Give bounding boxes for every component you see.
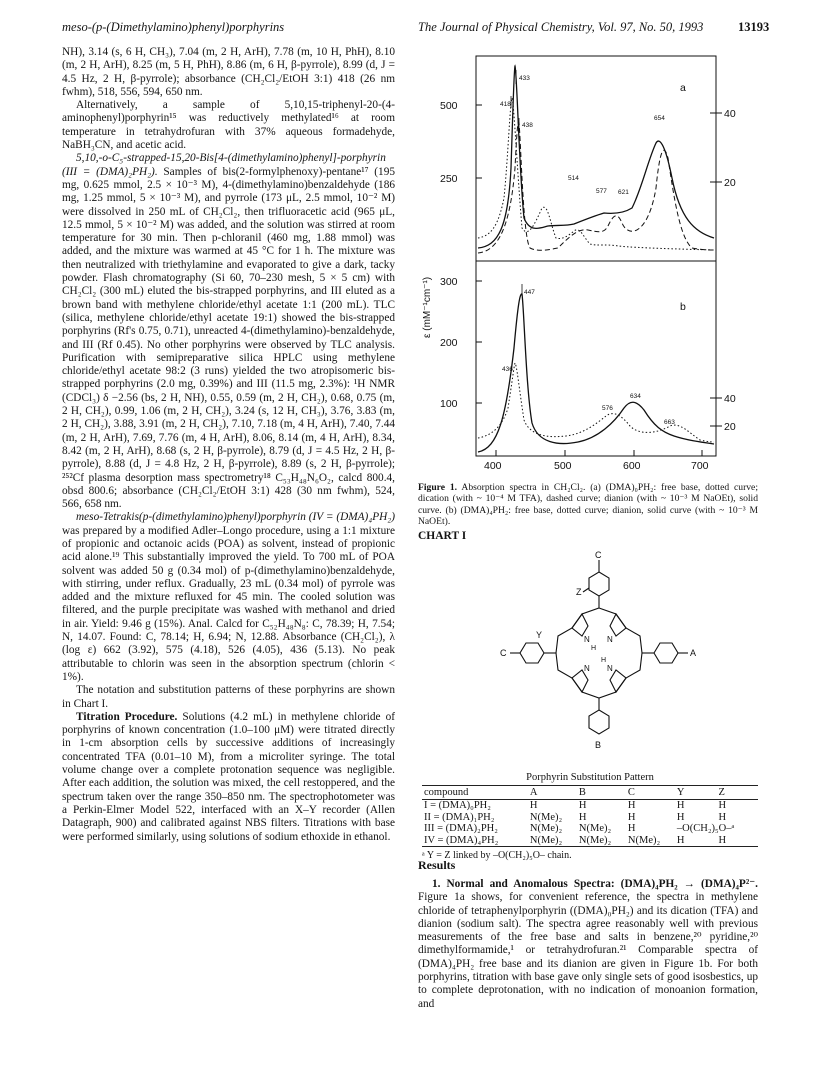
panel-b-free-base-curve <box>478 363 714 442</box>
xtick-label-600: 600 <box>623 460 641 472</box>
label-z: Z <box>576 587 582 597</box>
ytick-label-b-r20: 20 <box>724 421 736 433</box>
titration-title: Titration Procedure. <box>76 710 178 723</box>
bond-z <box>583 588 589 592</box>
ytick-label-a-r20: 20 <box>724 177 736 189</box>
paragraph-compound-iv <box>62 511 395 684</box>
compound-iv-title: meso-Tetrakis(p-(dimethylamino)phenyl)porphyrin (IV = (DMA)₄PH₂) <box>76 511 395 524</box>
macrocycle-outer <box>556 608 642 698</box>
label-y: Y <box>536 630 543 640</box>
cell: N(Me)₂ <box>578 823 612 834</box>
figure-1 <box>418 48 763 480</box>
cell: N(Me)₂ <box>529 823 563 834</box>
cell: H <box>718 811 727 823</box>
ytick-label-b-100: 100 <box>440 398 458 410</box>
table-header-row <box>422 786 758 800</box>
compound-iii-title: 5,10,-o-C₅-strapped-15,20-Bis[4-(dimethylamino)phenyl]-porphyrin (III = (DMA)₂PH₂). <box>62 152 386 178</box>
phenyl-right <box>654 643 678 663</box>
peak-label-b-634: 634 <box>630 393 641 400</box>
cell: –O(CH₂)₅O–ᵃ <box>676 823 735 834</box>
figure-caption <box>418 482 758 527</box>
peak-label-a-654: 654 <box>654 115 665 122</box>
th-y: Y <box>675 786 717 800</box>
page-number: 13193 <box>738 20 770 34</box>
peak-label-b-663: 663 <box>664 419 675 426</box>
pyrrole-se <box>610 670 626 692</box>
label-n-4: N <box>607 664 613 673</box>
label-b-bottom: B <box>595 740 602 750</box>
caption-text: Absorption spectra in CH₂Cl₂. (a) (DMA)₀PH₂: free base, dotted curve; dication (with ~ 10⁻⁴ M TFA), dashed curve; dianion (with ~ 10⁻³ M NaOEt), solid curve. (b) (DMA)₄PH₂: free base, dotted curve; dianion, solid curve (with ~ 10⁻³ M NaOEt). <box>418 482 758 527</box>
compound-iv-body: was prepared by a modified Adler–Longo procedure, using a 1:1 mixture of propionic and octanoic acids (POA) as solvent, instead of propionic acid alone.¹⁹ This substantially improved the yield. To 700 mL of POA solvent was added 50 g (0.34 mol) of p-(dimethylamino)benzaldehyde, with stirring, under reflux. Gradually, 23 mL (0.34 mol) of pyrrole was added and the mixture refluxed for 45 min. The cooled solution was filtered, and the purple precipitate was washed with methanol and dried in air. Yield: 9.46 g (15%). Anal. Calcd for C₅₂H₄₈N₈: C, 78.39; H, 7.54; N, 14.07. Found: C, 78.14; H, 6.94; N, 12.88. Absorbance (CH₂Cl₂), λ (log ε) 662 (3.92), 575 (4.18), 526 (4.05), 436 (5.13). No peak attributable to chlorin was seen in the absorption spectrum (chlorin < 1%). <box>62 524 395 683</box>
peak-label-a-621: 621 <box>618 189 629 196</box>
cell: N(Me)₂ <box>627 834 661 846</box>
xtick-label-500: 500 <box>554 460 572 472</box>
th-z: Z <box>716 786 758 800</box>
cell: H <box>718 834 727 846</box>
y-axis-label: ε (mM⁻¹cm⁻¹) <box>422 276 433 338</box>
cell: I = (DMA)₀PH₂ <box>424 800 491 811</box>
label-a-right: A <box>690 648 697 658</box>
cell: H <box>578 811 587 823</box>
porphyrin-structure <box>476 548 726 758</box>
label-n-2: N <box>607 635 613 644</box>
paragraph-notation: The notation and substitution patterns of these porphyrins are shown in Chart I. <box>62 684 395 710</box>
left-column <box>62 46 395 844</box>
ytick-label-a-r40: 40 <box>724 108 736 120</box>
peak-label-b-436: 436 <box>502 366 513 373</box>
th-b: B <box>577 786 626 800</box>
label-c-top: C <box>595 550 602 560</box>
cell: N(Me)₂ <box>578 834 612 846</box>
ytick-label-b-r40: 40 <box>724 393 736 405</box>
peak-label-a-418: 418 <box>500 101 511 108</box>
cell: H <box>676 800 685 811</box>
panel-b-dianion-curve <box>478 294 714 452</box>
results-body: Figure 1a shows, for convenient reference, the spectra in methylene chloride of tetraphenylporphyrin ((DMA)₀PH₂) and its dication (TFA) and dianion (sodium salt). The spectra agree reasonably well with previous measurements of the free base and salts in benzene,²⁰ pyridine,²⁰ dimethylformamide,¹ or tetrahydrofuran.²¹ Comparable spectra of (DMA)₄PH₂ free base and its dianion are given in Figure 1b. For both porphyrins, titration with base gave only single sets of good isosbestics, up to complete deprotonation, with no indication of monoanion formation, and <box>418 891 758 1010</box>
paragraph-titration <box>62 711 395 844</box>
cell: H <box>718 800 727 811</box>
cell: IV = (DMA)₄PH₂ <box>424 834 499 846</box>
table-row <box>422 800 758 812</box>
absorption-spectra-figure <box>418 48 763 480</box>
th-a: A <box>528 786 577 800</box>
phenyl-bottom <box>589 710 609 734</box>
pyrrole-sw <box>572 670 588 692</box>
peak-label-b-576: 576 <box>602 405 613 412</box>
titration-body: Solutions (4.2 mL) in methylene chloride of porphyrins of known concentration (1.0–100 μM) were titrated directly in 1-cm absorption cells by successive additions of increasingly concentrated TFA (0.01–10 M), from a microliter syringe. The total volume change over a complete protonation sequence was negligible. After each addition, the solution was mixed, the cell restoppered, and the spectrum taken over the range 350–850 nm. The spectrophotometer was a Perkin-Elmer Model 522, interfaced with an X–Y recorder (Allen Datagraph, 900) and calibrated against NBS filters. Titrations with base were performed similarly, using solutions of sodium ethoxide in ethanol. <box>62 710 395 843</box>
paragraph-compound-iii <box>62 152 395 511</box>
results-heading: Results <box>418 858 456 872</box>
running-header-title: meso-(p-(Dimethylamino)phenyl)porphyrins <box>62 20 285 34</box>
cell: H <box>529 800 538 811</box>
cell: N(Me)₂ <box>529 834 563 846</box>
cell: H <box>627 823 636 834</box>
peak-label-a-433: 433 <box>519 75 530 82</box>
chart-title: CHART I <box>418 530 467 542</box>
paragraph-alternative-synthesis: Alternatively, a sample of 5,10,15-triphenyl-20-(4-aminophenyl)porphyrin¹⁵ was reductively methylated¹⁶ at room temperature in tetrahydrofuran with 37% aqueous formadehyde, NaBH₃CN, and acetic acid. <box>62 99 395 152</box>
pyrrole-ne <box>610 614 626 636</box>
label-n-1: N <box>584 635 590 644</box>
table-footnote: ᵃ Y = Z linked by –O(CH₂)₅O– chain. <box>422 850 572 861</box>
peak-label-b-447: 447 <box>524 289 535 296</box>
th-c: C <box>626 786 675 800</box>
peak-label-a-577: 577 <box>596 188 607 195</box>
table-row <box>422 823 758 835</box>
th-compound: compound <box>422 786 528 800</box>
cell: III = (DMA)₂PH₂ <box>424 823 498 834</box>
xtick-label-700: 700 <box>691 460 709 472</box>
cell: II = (DMA)₁PH₂ <box>424 811 495 823</box>
cell: H <box>676 811 685 823</box>
panel-label-b: b <box>680 301 686 313</box>
compound-iii-body: Samples of bis(2-formylphenoxy)-pentane¹⁷ (195 mg, 0.625 mmol, 2.5 × 10⁻³ M), 4-(dimethylamino)benzaldehyde (186 mg, 1.25 mmol, 5 × 10⁻³ M), and pyrrole (173 μL, 2.5 mmol, 10⁻² M) were dissolved in 250 mL of CH₂Cl₂, then trifluoracetic acid (965 μL, 12.5 mmol, 5 × 10⁻² M) was added, and the solution was stirred at room temperature for 30 min. Then p-chloranil (460 mg, 1.88 mmol) was added, and the mixture was warmed at 45 °C for 1 h. The mixture was then neutralized with triethylamine and evaporated to give a dark, tacky powder. Flash chromatography (Si 60, 70–230 mesh, 5 × 5 cm) with CH₂Cl₂ (300 mL) eluted the bis-strapped porphyrins, and III eluted as a brown band with methylene chloride/ethyl acetate 1:1 (200 mL). TLC (silica, methylene chloride/ethyl acetate 19:1) showed the bis-strapped porphyrins (Rf's 0.75, 0.71), unreacted 4-(dimethylamino)-benzaldehyde, and III (Rf 0.45). No other porphyrins were observed by TLC analysis. Purification with semipreparative silica HPLC using methylene chloride/ethyl acetate 98:2 (3 runs) yielded the two atropisomeric bis-strapped porphyrins (2.0 mg, 0.39%) and III (11.5 mg, 2.3%): ¹H NMR (CDCl₃) δ −2.56 (bs, 2 H, NH), 0.55, 0.59 (m, 2 H, CH₂), 0.68, 0.75 (m, 2 H, CH₂), 0.99, 1.06 (m, 2 H, CH₂), 3.24 (s, 12 H, CH₃), 3.76, 3.83 (m, 2 H, CH₂), 3.88, 3.91 (m, 2 H, CH₂), 7.10, 7.18 (m, 4 H, ArH), 7.40, 7.44 (m, 2 H, ArH), 7.69, 7.76 (m, 4 H, ArH), 8.06, 8.14 (m, 4 H, ArH), 8.34, 8.42 (m, 2 H, ArH), 8.68 (s, 2 H, β-pyrrole), 8.79 (d, J = 4.5 Hz, 2 H, β-pyrrole), 8.88 (d, J = 4.8 Hz, 2 H, β-pyrrole), 8.89 (s, 2 H, β-pyrrole); ²⁵²Cf plasma desorption mass spectrometry¹⁸ C₅₃H₄₈N₆O₂, calcd 800.4, obsd 800.6; absorbance (CH₂Cl₂/EtOH 3:1) 428 (30 nm fwhm), 524, 566, 658 nm. <box>62 165 396 511</box>
cell: H <box>627 811 636 823</box>
cell: N(Me)₂ <box>529 811 563 823</box>
peak-label-a-438: 438 <box>522 122 533 129</box>
results-subtitle: 1. Normal and Anomalous Spectra: (DMA)₄PH₂ → (DMA)₄P²⁻. <box>432 878 758 890</box>
caption-label: Figure 1. <box>418 482 458 493</box>
journal-citation: The Journal of Physical Chemistry, Vol. 97, No. 50, 1993 <box>418 20 704 34</box>
cell: H <box>627 800 636 811</box>
label-h-1: H <box>591 645 597 652</box>
paragraph-results-1 <box>418 878 758 1011</box>
ytick-label-a-250: 250 <box>440 173 458 185</box>
label-c-left: C <box>500 648 507 658</box>
label-n-3: N <box>584 664 590 673</box>
phenyl-top <box>589 572 609 596</box>
ytick-label-b-200: 200 <box>440 337 458 349</box>
results-section <box>418 878 758 1011</box>
substitution-table-grid <box>422 785 758 847</box>
paragraph-nmr-continued: NH), 3.14 (s, 6 H, CH₃), 7.04 (m, 2 H, ArH), 7.78 (m, 10 H, PhH), 8.10 (m, 2 H, ArH), 8.25 (m, 5 H, PhH), 8.86 (m, 6 H, β-pyrrole), 8.99 (d, J = 4.5 Hz, 2 H, β-pyrrole); absorbance (CH₂Cl₂/EtOH 3:1) 418 (26 nm fwhm), 518, 556, 594, 650 nm. <box>62 46 395 98</box>
cell: H <box>676 834 685 846</box>
panel-b-frame <box>476 261 716 456</box>
label-h-2: H <box>601 657 607 664</box>
panel-a-dianion-curve <box>478 66 714 248</box>
pyrrole-nw <box>572 614 588 636</box>
table-row <box>422 812 758 824</box>
peak-label-a-514: 514 <box>568 175 579 182</box>
panel-label-a: a <box>680 82 686 94</box>
table-row <box>422 835 758 847</box>
phenyl-left <box>520 643 544 663</box>
ytick-label-b-300: 300 <box>440 276 458 288</box>
substitution-table-title: Porphyrin Substitution Pattern <box>526 772 654 783</box>
panel-a-free-base-curve <box>478 98 714 250</box>
xtick-label-400: 400 <box>484 460 502 472</box>
porphyrin-structure-svg <box>476 548 726 758</box>
cell: H <box>578 800 587 811</box>
ytick-label-a-500: 500 <box>440 100 458 112</box>
substitution-table <box>422 772 758 861</box>
